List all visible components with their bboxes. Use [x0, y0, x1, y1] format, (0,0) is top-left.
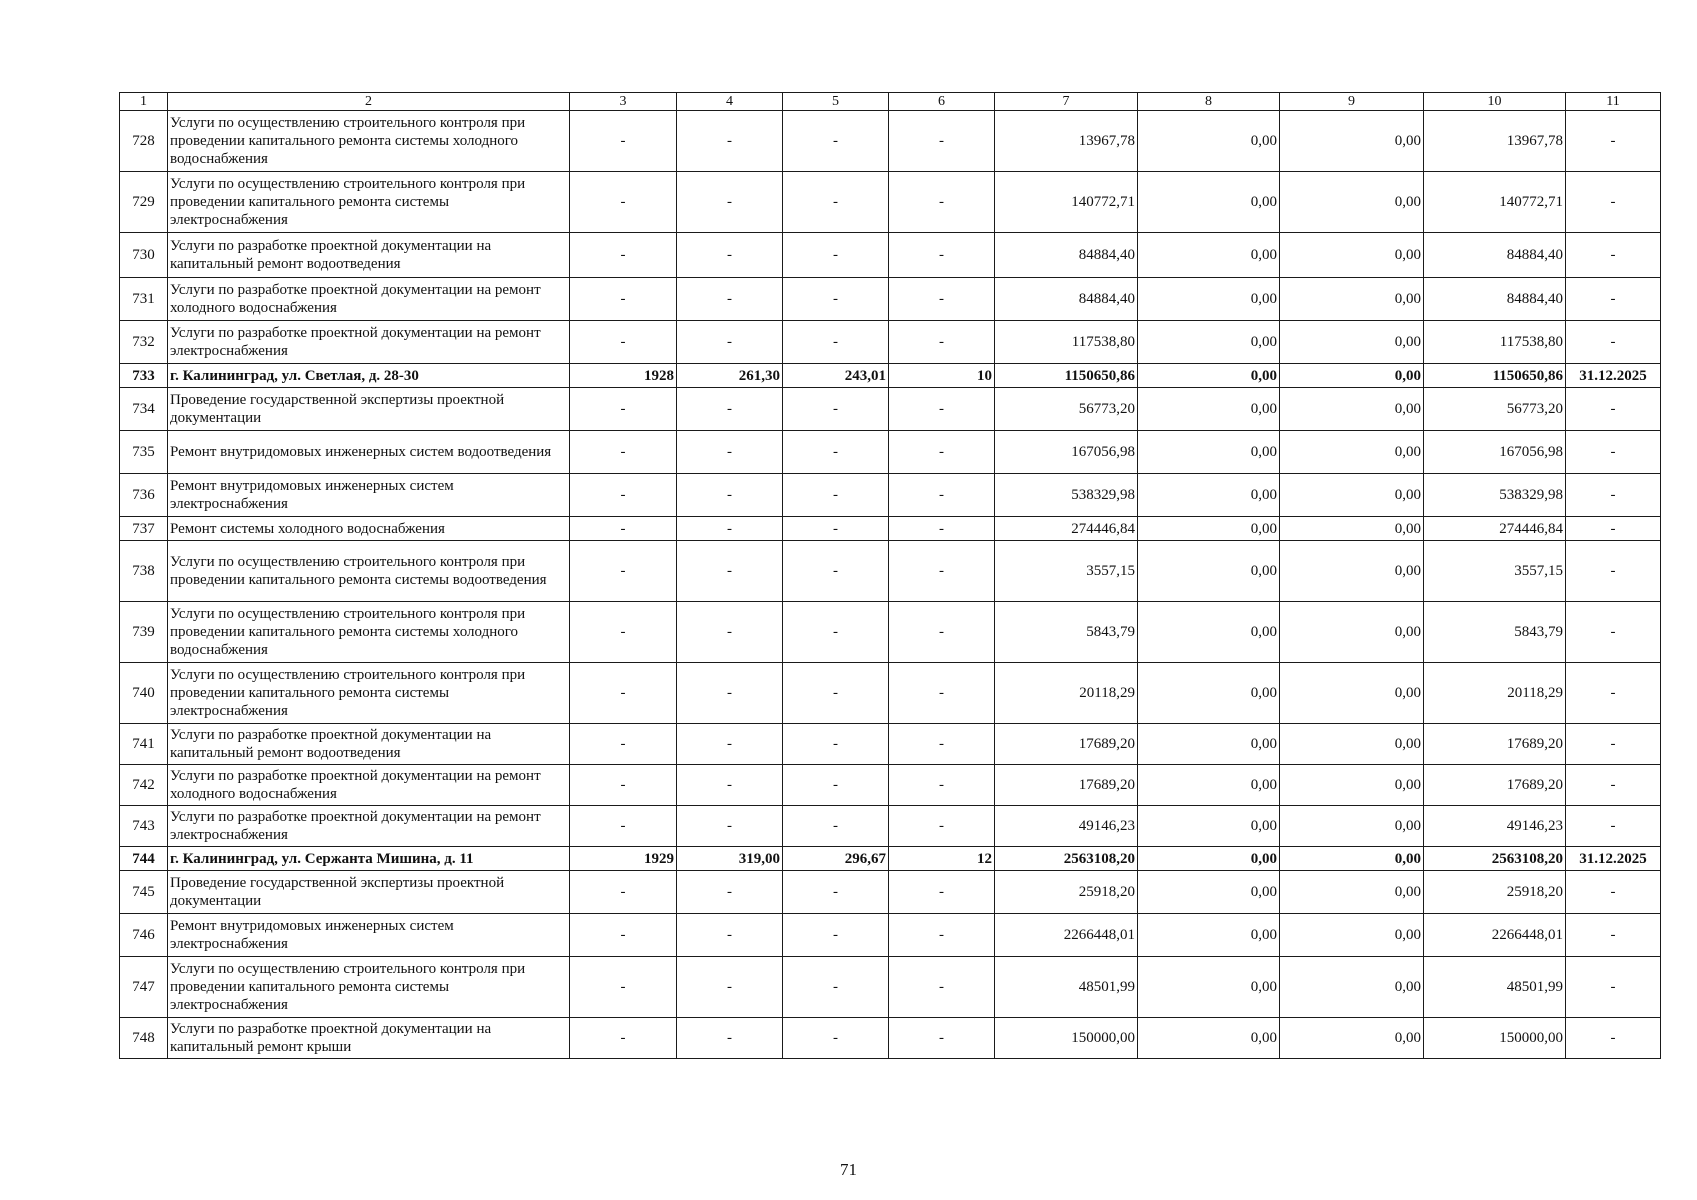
col4-cell: -	[677, 111, 783, 172]
table-row	[120, 517, 1661, 541]
work-name-cell: г. Калининград, ул. Светлая, д. 28-30	[168, 364, 570, 388]
column-number-cell: 2	[168, 93, 570, 111]
col11-date-cell: -	[1566, 111, 1661, 172]
col8-amount-cell: 0,00	[1138, 431, 1280, 474]
col6-cell: -	[889, 431, 995, 474]
col4-cell: -	[677, 321, 783, 364]
column-number-cell: 5	[783, 93, 889, 111]
col11-date-cell: 31.12.2025	[1566, 364, 1661, 388]
col9-amount-cell: 0,00	[1280, 724, 1424, 765]
table-row	[120, 914, 1661, 957]
col11-date-cell: -	[1566, 474, 1661, 517]
col8-amount-cell: 0,00	[1138, 364, 1280, 388]
col7-amount-cell: 117538,80	[995, 321, 1138, 364]
col11-date-cell: -	[1566, 233, 1661, 278]
col5-cell: -	[783, 388, 889, 431]
col3-cell: -	[570, 871, 677, 914]
col10-amount-cell: 167056,98	[1424, 431, 1566, 474]
table-row	[120, 806, 1661, 847]
col8-amount-cell: 0,00	[1138, 321, 1280, 364]
col11-date-cell: -	[1566, 388, 1661, 431]
table-row	[120, 321, 1661, 364]
col11-date-cell: -	[1566, 957, 1661, 1018]
col10-amount-cell: 140772,71	[1424, 172, 1566, 233]
col9-amount-cell: 0,00	[1280, 914, 1424, 957]
col3-cell: -	[570, 765, 677, 806]
col6-cell: -	[889, 765, 995, 806]
col6-cell: -	[889, 602, 995, 663]
col5-cell: -	[783, 663, 889, 724]
col3-cell: -	[570, 278, 677, 321]
col6-cell: -	[889, 541, 995, 602]
row-number-cell: 731	[120, 278, 168, 321]
col5-cell: -	[783, 517, 889, 541]
col5-cell: -	[783, 278, 889, 321]
col4-cell: -	[677, 278, 783, 321]
work-name-cell: Услуги по разработке проектной документации на ремонт электроснабжения	[168, 806, 570, 847]
col8-amount-cell: 0,00	[1138, 806, 1280, 847]
work-name-cell: Услуги по осуществлению строительного контроля при проведении капитального ремонта системы холодного водоснабжения	[168, 602, 570, 663]
row-number-cell: 738	[120, 541, 168, 602]
col11-date-cell: -	[1566, 765, 1661, 806]
col3-cell: -	[570, 957, 677, 1018]
col9-amount-cell: 0,00	[1280, 278, 1424, 321]
row-number-cell: 728	[120, 111, 168, 172]
row-number-cell: 741	[120, 724, 168, 765]
work-name-cell: Ремонт системы холодного водоснабжения	[168, 517, 570, 541]
col4-cell: -	[677, 1018, 783, 1059]
col10-amount-cell: 2563108,20	[1424, 847, 1566, 871]
col3-cell: -	[570, 806, 677, 847]
work-name-cell: Услуги по разработке проектной документации на капитальный ремонт водоотведения	[168, 233, 570, 278]
col4-cell: -	[677, 663, 783, 724]
repair-program-table	[119, 92, 1661, 1059]
col7-amount-cell: 20118,29	[995, 663, 1138, 724]
col6-cell: -	[889, 233, 995, 278]
work-name-cell: Услуги по разработке проектной документации на капитальный ремонт водоотведения	[168, 724, 570, 765]
col7-amount-cell: 1150650,86	[995, 364, 1138, 388]
col9-amount-cell: 0,00	[1280, 517, 1424, 541]
col11-date-cell: -	[1566, 914, 1661, 957]
col5-cell: -	[783, 957, 889, 1018]
work-name-cell: Услуги по разработке проектной документации на ремонт холодного водоснабжения	[168, 765, 570, 806]
work-name-cell: г. Калининград, ул. Сержанта Мишина, д. 11	[168, 847, 570, 871]
col8-amount-cell: 0,00	[1138, 663, 1280, 724]
col10-amount-cell: 25918,20	[1424, 871, 1566, 914]
column-number-cell: 4	[677, 93, 783, 111]
row-number-cell: 730	[120, 233, 168, 278]
col5-cell: -	[783, 914, 889, 957]
col8-amount-cell: 0,00	[1138, 388, 1280, 431]
table-row	[120, 541, 1661, 602]
col7-amount-cell: 2563108,20	[995, 847, 1138, 871]
col7-amount-cell: 150000,00	[995, 1018, 1138, 1059]
col10-amount-cell: 538329,98	[1424, 474, 1566, 517]
work-name-cell: Услуги по разработке проектной документации на капитальный ремонт крыши	[168, 1018, 570, 1059]
col8-amount-cell: 0,00	[1138, 957, 1280, 1018]
col3-cell: -	[570, 914, 677, 957]
col3-cell: -	[570, 1018, 677, 1059]
col9-amount-cell: 0,00	[1280, 233, 1424, 278]
col11-date-cell: -	[1566, 724, 1661, 765]
col11-date-cell: -	[1566, 663, 1661, 724]
col7-amount-cell: 17689,20	[995, 724, 1138, 765]
col4-cell: -	[677, 806, 783, 847]
col8-amount-cell: 0,00	[1138, 172, 1280, 233]
col4-cell: -	[677, 602, 783, 663]
col5-cell: -	[783, 111, 889, 172]
col9-amount-cell: 0,00	[1280, 431, 1424, 474]
col10-amount-cell: 13967,78	[1424, 111, 1566, 172]
table-row	[120, 172, 1661, 233]
col10-amount-cell: 56773,20	[1424, 388, 1566, 431]
col5-cell: -	[783, 765, 889, 806]
column-number-cell: 7	[995, 93, 1138, 111]
col5-cell: -	[783, 321, 889, 364]
col3-cell: -	[570, 541, 677, 602]
col3-cell: -	[570, 517, 677, 541]
col3-cell: -	[570, 321, 677, 364]
col9-amount-cell: 0,00	[1280, 474, 1424, 517]
col4-cell: -	[677, 541, 783, 602]
col9-amount-cell: 0,00	[1280, 765, 1424, 806]
col4-cell: -	[677, 388, 783, 431]
table-body	[120, 111, 1661, 1059]
col6-cell: -	[889, 278, 995, 321]
col8-amount-cell: 0,00	[1138, 724, 1280, 765]
col4-cell: -	[677, 517, 783, 541]
column-number-cell: 3	[570, 93, 677, 111]
table-row	[120, 871, 1661, 914]
work-name-cell: Услуги по осуществлению строительного контроля при проведении капитального ремонта системы холодного водоснабжения	[168, 111, 570, 172]
col7-amount-cell: 49146,23	[995, 806, 1138, 847]
col6-cell: -	[889, 914, 995, 957]
col7-amount-cell: 25918,20	[995, 871, 1138, 914]
col4-cell: -	[677, 765, 783, 806]
col10-amount-cell: 274446,84	[1424, 517, 1566, 541]
col5-cell: -	[783, 871, 889, 914]
col5-cell: -	[783, 431, 889, 474]
col11-date-cell: 31.12.2025	[1566, 847, 1661, 871]
col7-amount-cell: 167056,98	[995, 431, 1138, 474]
col3-cell: -	[570, 724, 677, 765]
col8-amount-cell: 0,00	[1138, 602, 1280, 663]
col11-date-cell: -	[1566, 871, 1661, 914]
col6-cell: -	[889, 172, 995, 233]
col7-amount-cell: 538329,98	[995, 474, 1138, 517]
column-number-cell: 8	[1138, 93, 1280, 111]
work-name-cell: Проведение государственной экспертизы проектной документации	[168, 388, 570, 431]
work-name-cell: Услуги по разработке проектной документации на ремонт холодного водоснабжения	[168, 278, 570, 321]
col9-amount-cell: 0,00	[1280, 321, 1424, 364]
column-number-cell: 1	[120, 93, 168, 111]
col6-cell: -	[889, 388, 995, 431]
col4-cell: -	[677, 172, 783, 233]
col6-cell: -	[889, 321, 995, 364]
col6-cell: -	[889, 663, 995, 724]
col11-date-cell: -	[1566, 517, 1661, 541]
col9-amount-cell: 0,00	[1280, 602, 1424, 663]
work-name-cell: Услуги по осуществлению строительного контроля при проведении капитального ремонта системы электроснабжения	[168, 172, 570, 233]
col10-amount-cell: 5843,79	[1424, 602, 1566, 663]
col9-amount-cell: 0,00	[1280, 871, 1424, 914]
col3-cell: -	[570, 111, 677, 172]
work-name-cell: Услуги по осуществлению строительного контроля при проведении капитального ремонта системы электроснабжения	[168, 957, 570, 1018]
col8-amount-cell: 0,00	[1138, 517, 1280, 541]
table-row	[120, 278, 1661, 321]
col10-amount-cell: 117538,80	[1424, 321, 1566, 364]
col3-cell: -	[570, 233, 677, 278]
col8-amount-cell: 0,00	[1138, 765, 1280, 806]
col9-amount-cell: 0,00	[1280, 957, 1424, 1018]
col7-amount-cell: 13967,78	[995, 111, 1138, 172]
row-number-cell: 734	[120, 388, 168, 431]
col5-cell: -	[783, 474, 889, 517]
col10-amount-cell: 49146,23	[1424, 806, 1566, 847]
col11-date-cell: -	[1566, 431, 1661, 474]
row-number-cell: 733	[120, 364, 168, 388]
col11-date-cell: -	[1566, 541, 1661, 602]
col4-cell: 261,30	[677, 364, 783, 388]
row-number-cell: 746	[120, 914, 168, 957]
col3-cell: -	[570, 172, 677, 233]
col9-amount-cell: 0,00	[1280, 541, 1424, 602]
col4-cell: 319,00	[677, 847, 783, 871]
col10-amount-cell: 3557,15	[1424, 541, 1566, 602]
col4-cell: -	[677, 724, 783, 765]
col10-amount-cell: 20118,29	[1424, 663, 1566, 724]
table-row	[120, 388, 1661, 431]
col6-cell: 10	[889, 364, 995, 388]
col8-amount-cell: 0,00	[1138, 1018, 1280, 1059]
column-number-cell: 9	[1280, 93, 1424, 111]
row-number-cell: 737	[120, 517, 168, 541]
col5-cell: -	[783, 541, 889, 602]
col3-cell: -	[570, 474, 677, 517]
col5-cell: -	[783, 172, 889, 233]
col8-amount-cell: 0,00	[1138, 914, 1280, 957]
col7-amount-cell: 48501,99	[995, 957, 1138, 1018]
col4-cell: -	[677, 431, 783, 474]
col9-amount-cell: 0,00	[1280, 663, 1424, 724]
row-number-cell: 742	[120, 765, 168, 806]
col8-amount-cell: 0,00	[1138, 871, 1280, 914]
table-row	[120, 765, 1661, 806]
address-row	[120, 847, 1661, 871]
col7-amount-cell: 84884,40	[995, 233, 1138, 278]
col7-amount-cell: 140772,71	[995, 172, 1138, 233]
col7-amount-cell: 5843,79	[995, 602, 1138, 663]
table-row	[120, 724, 1661, 765]
col8-amount-cell: 0,00	[1138, 278, 1280, 321]
col5-cell: -	[783, 233, 889, 278]
work-name-cell: Ремонт внутридомовых инженерных систем электроснабжения	[168, 474, 570, 517]
table-row	[120, 474, 1661, 517]
col6-cell: -	[889, 1018, 995, 1059]
col7-amount-cell: 274446,84	[995, 517, 1138, 541]
col10-amount-cell: 48501,99	[1424, 957, 1566, 1018]
col8-amount-cell: 0,00	[1138, 233, 1280, 278]
col4-cell: -	[677, 914, 783, 957]
table-row	[120, 233, 1661, 278]
row-number-cell: 748	[120, 1018, 168, 1059]
row-number-cell: 743	[120, 806, 168, 847]
col5-cell: -	[783, 724, 889, 765]
col8-amount-cell: 0,00	[1138, 847, 1280, 871]
table-row	[120, 602, 1661, 663]
table-row	[120, 663, 1661, 724]
col6-cell: -	[889, 871, 995, 914]
col11-date-cell: -	[1566, 278, 1661, 321]
row-number-cell: 732	[120, 321, 168, 364]
column-number-cell: 10	[1424, 93, 1566, 111]
col4-cell: -	[677, 474, 783, 517]
work-name-cell: Проведение государственной экспертизы проектной документации	[168, 871, 570, 914]
col6-cell: -	[889, 957, 995, 1018]
row-number-cell: 735	[120, 431, 168, 474]
work-name-cell: Ремонт внутридомовых инженерных систем электроснабжения	[168, 914, 570, 957]
col3-cell: -	[570, 663, 677, 724]
row-number-cell: 745	[120, 871, 168, 914]
col10-amount-cell: 2266448,01	[1424, 914, 1566, 957]
table-row	[120, 1018, 1661, 1059]
col9-amount-cell: 0,00	[1280, 388, 1424, 431]
table-row	[120, 431, 1661, 474]
work-name-cell: Услуги по осуществлению строительного контроля при проведении капитального ремонта системы электроснабжения	[168, 663, 570, 724]
col8-amount-cell: 0,00	[1138, 541, 1280, 602]
col7-amount-cell: 84884,40	[995, 278, 1138, 321]
col5-cell: 296,67	[783, 847, 889, 871]
table-row	[120, 111, 1661, 172]
col9-amount-cell: 0,00	[1280, 364, 1424, 388]
col7-amount-cell: 56773,20	[995, 388, 1138, 431]
col10-amount-cell: 1150650,86	[1424, 364, 1566, 388]
address-row	[120, 364, 1661, 388]
col11-date-cell: -	[1566, 172, 1661, 233]
col6-cell: -	[889, 806, 995, 847]
col11-date-cell: -	[1566, 806, 1661, 847]
col10-amount-cell: 17689,20	[1424, 724, 1566, 765]
col4-cell: -	[677, 957, 783, 1018]
col10-amount-cell: 84884,40	[1424, 233, 1566, 278]
col11-date-cell: -	[1566, 602, 1661, 663]
col3-cell: 1929	[570, 847, 677, 871]
col3-cell: -	[570, 388, 677, 431]
col4-cell: -	[677, 871, 783, 914]
row-number-cell: 744	[120, 847, 168, 871]
col5-cell: -	[783, 806, 889, 847]
row-number-cell: 747	[120, 957, 168, 1018]
col11-date-cell: -	[1566, 1018, 1661, 1059]
col3-cell: -	[570, 602, 677, 663]
col6-cell: -	[889, 474, 995, 517]
col5-cell: -	[783, 602, 889, 663]
page-number: 71	[840, 1160, 857, 1179]
row-number-cell: 729	[120, 172, 168, 233]
col9-amount-cell: 0,00	[1280, 847, 1424, 871]
col9-amount-cell: 0,00	[1280, 806, 1424, 847]
col3-cell: -	[570, 431, 677, 474]
col6-cell: -	[889, 517, 995, 541]
work-name-cell: Услуги по осуществлению строительного контроля при проведении капитального ремонта системы водоотведения	[168, 541, 570, 602]
col7-amount-cell: 17689,20	[995, 765, 1138, 806]
col10-amount-cell: 17689,20	[1424, 765, 1566, 806]
col6-cell: -	[889, 111, 995, 172]
col10-amount-cell: 150000,00	[1424, 1018, 1566, 1059]
col9-amount-cell: 0,00	[1280, 172, 1424, 233]
work-name-cell: Услуги по разработке проектной документации на ремонт электроснабжения	[168, 321, 570, 364]
column-number-header-row	[120, 93, 1661, 111]
col10-amount-cell: 84884,40	[1424, 278, 1566, 321]
col9-amount-cell: 0,00	[1280, 111, 1424, 172]
col5-cell: 243,01	[783, 364, 889, 388]
work-name-cell: Ремонт внутридомовых инженерных систем водоотведения	[168, 431, 570, 474]
col5-cell: -	[783, 1018, 889, 1059]
col6-cell: -	[889, 724, 995, 765]
column-number-cell: 11	[1566, 93, 1661, 111]
col7-amount-cell: 2266448,01	[995, 914, 1138, 957]
column-number-cell: 6	[889, 93, 995, 111]
col8-amount-cell: 0,00	[1138, 474, 1280, 517]
col11-date-cell: -	[1566, 321, 1661, 364]
col9-amount-cell: 0,00	[1280, 1018, 1424, 1059]
col7-amount-cell: 3557,15	[995, 541, 1138, 602]
col3-cell: 1928	[570, 364, 677, 388]
col4-cell: -	[677, 233, 783, 278]
row-number-cell: 736	[120, 474, 168, 517]
col6-cell: 12	[889, 847, 995, 871]
row-number-cell: 739	[120, 602, 168, 663]
row-number-cell: 740	[120, 663, 168, 724]
table-row	[120, 957, 1661, 1018]
col8-amount-cell: 0,00	[1138, 111, 1280, 172]
